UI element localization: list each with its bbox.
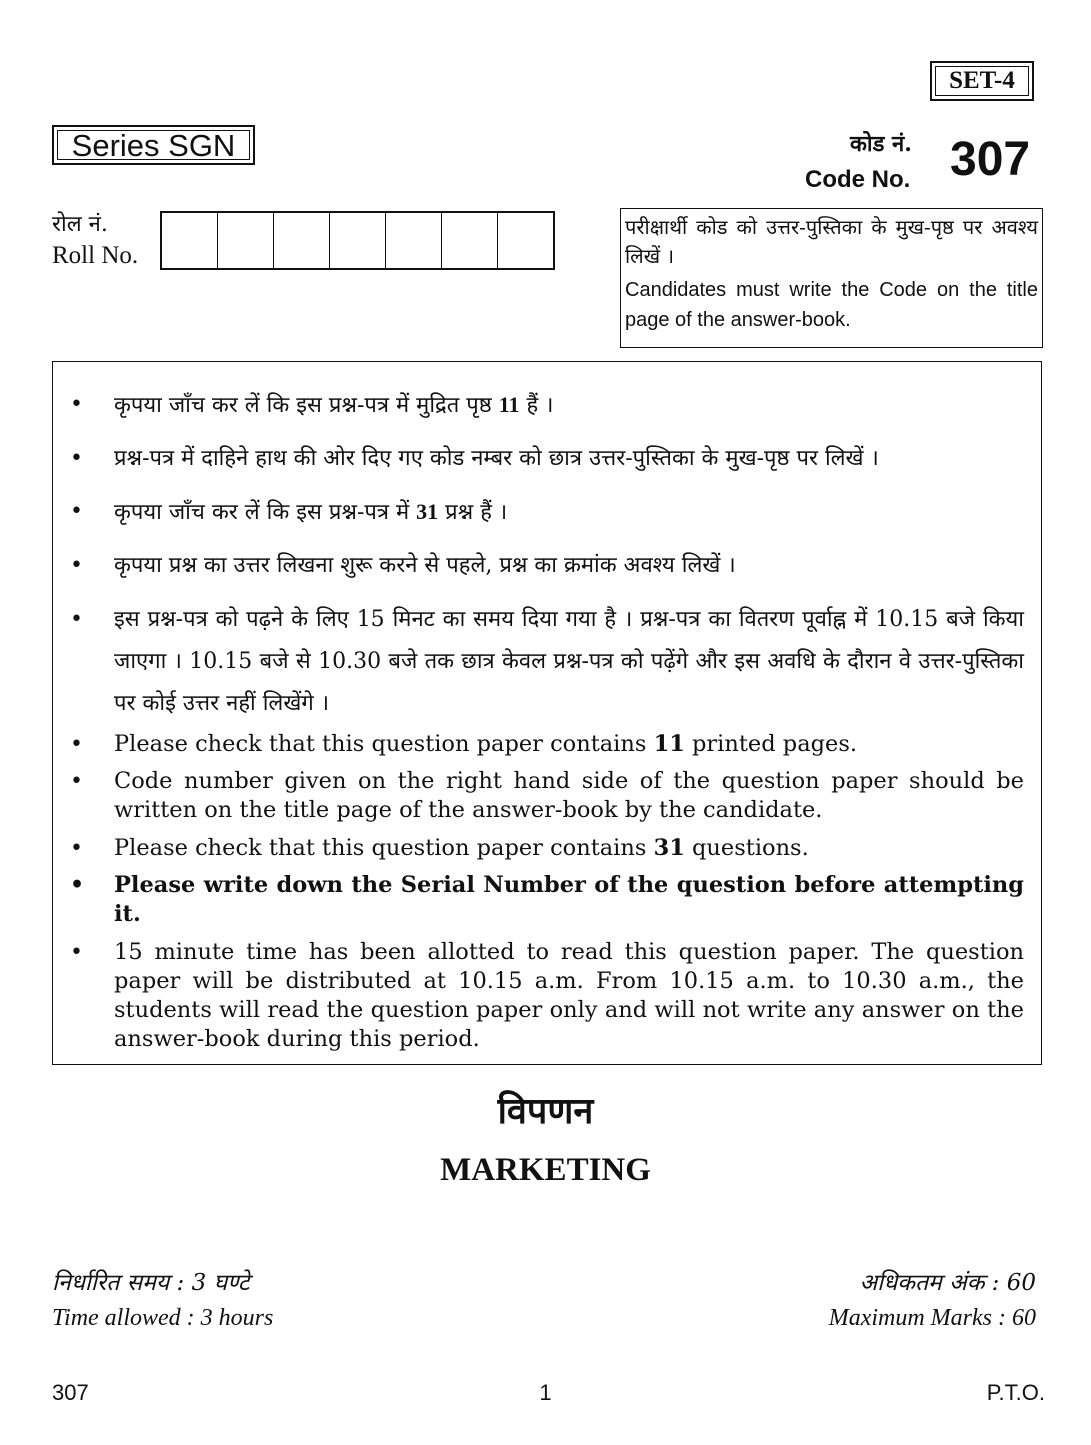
- maximum-marks-english: Maximum Marks : 60: [828, 1305, 1036, 1331]
- roll-label-hindi: रोल नं.: [52, 212, 108, 237]
- roll-number-cell[interactable]: [442, 213, 498, 268]
- roll-label-english: Roll No.: [52, 242, 139, 269]
- series-label: Series SGN: [52, 125, 255, 165]
- roll-number-cell[interactable]: [218, 213, 274, 268]
- time-allowed-hindi: निर्धारित समय : 3 घण्टे: [52, 1270, 250, 1296]
- roll-number-cell[interactable]: [162, 213, 218, 268]
- instruction-english-5: • 15 minute time has been allotted to read this question paper. The question paper will be distributed at 10.15 a.m. From 10.15 a.m. to 10.30 a.m., the students will read the question paper only and will not write any answer on the answer-book during this period.: [114, 938, 1024, 1054]
- instructions-box: [52, 361, 1042, 1065]
- instruction-english-1: • Please check that this question paper contains 11 printed pages.: [114, 730, 1024, 759]
- instruction-hindi-5: • इस प्रश्न-पत्र को पढ़ने के लिए 15 मिनट का समय दिया गया है । प्रश्न-पत्र का वितरण पूर्वाह्न में 10.15 बजे किया जाएगा । 10.15 बजे से 10.30 बजे तक छात्र केवल प्रश्न-पत्र को पढ़ेंगे और इस अवधि के दौरान वे उत्तर-पुस्तिका पर कोई उत्तर नहीं लिखेंगे ।: [114, 599, 1024, 725]
- set-label: SET-4: [930, 61, 1034, 101]
- roll-number-cell[interactable]: [498, 213, 553, 268]
- instruction-hindi-1: • कृपया जाँच कर लें कि इस प्रश्न-पत्र में मुद्रित पृष्ठ 11 हैं ।: [114, 384, 1024, 427]
- footer-pto: P.T.O.: [986, 1380, 1045, 1405]
- code-number: 307: [950, 133, 1031, 186]
- code-label-english: Code No.: [805, 166, 911, 193]
- time-allowed-english: Time allowed : 3 hours: [52, 1305, 274, 1331]
- roll-number-grid[interactable]: [160, 211, 555, 270]
- footer-code: 307: [52, 1380, 89, 1405]
- roll-number-cell[interactable]: [330, 213, 386, 268]
- code-note-hindi: परीक्षार्थी कोड को उत्तर-पुस्तिका के मुख-पृष्ठ पर अवश्य लिखें ।: [625, 215, 1038, 268]
- instruction-english-2: • Code number given on the right hand side of the question paper should be written on the title page of the answer-book by the candidate.: [114, 767, 1024, 825]
- maximum-marks-hindi: अधिकतम अंक : 60: [859, 1270, 1036, 1296]
- instruction-english-3: • Please check that this question paper contains 31 questions.: [114, 834, 1024, 863]
- subject-title-hindi: विपणन: [497, 1090, 594, 1132]
- roll-number-cell[interactable]: [274, 213, 330, 268]
- instruction-hindi-2: • प्रश्न-पत्र में दाहिने हाथ की ओर दिए गए कोड नम्बर को छात्र उत्तर-पुस्तिका के मुख-पृष्ठ पर लिखें ।: [114, 438, 1024, 480]
- footer-page-number: 1: [539, 1380, 552, 1405]
- subject-title-english: MARKETING: [440, 1152, 651, 1188]
- instruction-english-4: • Please write down the Serial Number of the question before attempting it.: [114, 871, 1024, 929]
- instruction-hindi-3: • कृपया जाँच कर लें कि इस प्रश्न-पत्र में 31 प्रश्न हैं ।: [114, 491, 1024, 534]
- code-label-hindi: कोड नं.: [850, 131, 912, 157]
- code-note-english: Candidates must write the Code on the title page of the answer-book.: [625, 279, 1038, 331]
- instruction-hindi-4: • कृपया प्रश्न का उत्तर लिखना शुरू करने से पहले, प्रश्न का क्रमांक अवश्य लिखें ।: [114, 545, 1024, 587]
- roll-number-cell[interactable]: [386, 213, 442, 268]
- code-note-box: [620, 208, 1043, 348]
